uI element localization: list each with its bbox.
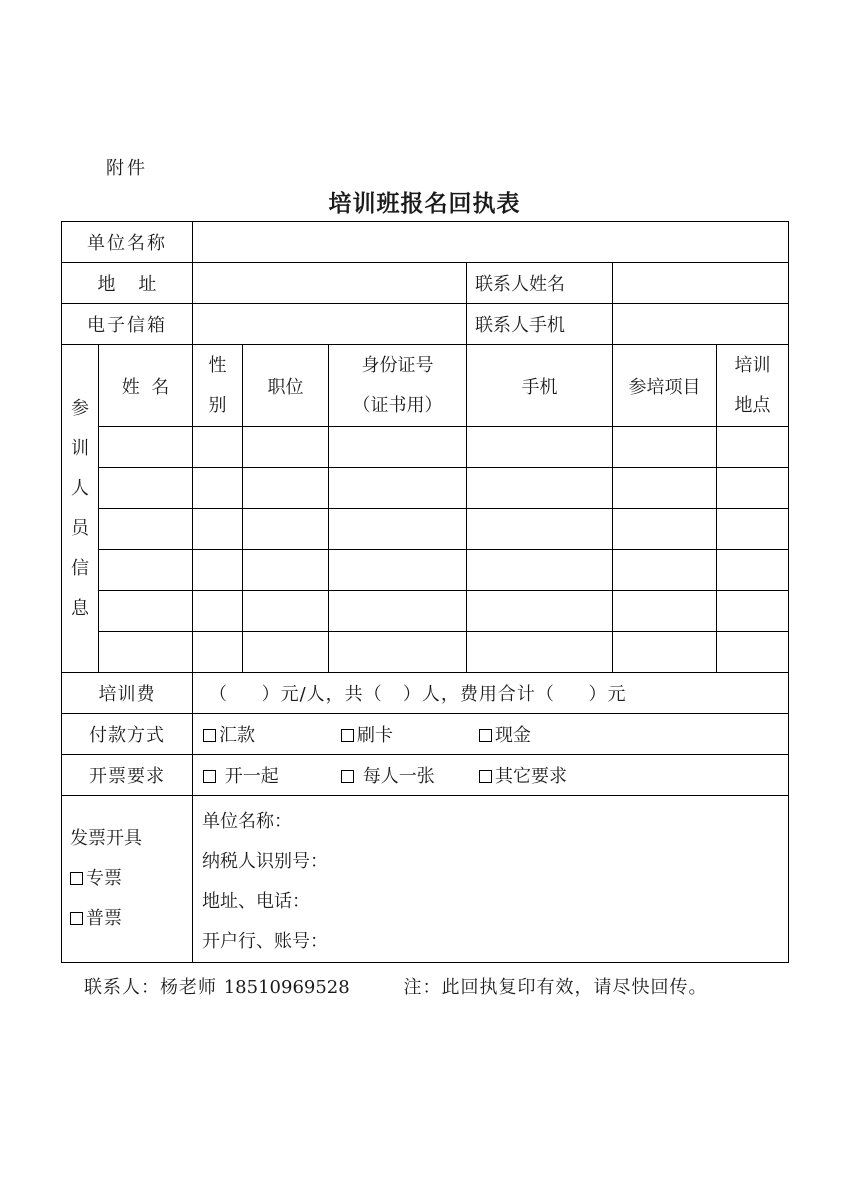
participant-mobile-cell[interactable] [467,550,613,591]
invoice-type-general[interactable] [70,899,192,939]
payment-option-transfer[interactable] [203,721,341,747]
participant-row [62,468,789,509]
fee-label: 培训费 [62,673,193,714]
header-location-line: 培训 [734,354,771,376]
participant-name-cell[interactable] [99,509,193,550]
checkbox-icon[interactable] [70,912,83,925]
invoice-detail-line: 单位名称： [202,811,292,832]
unit-name-field[interactable] [193,222,789,263]
participant-position-cell[interactable] [243,509,329,550]
checkbox-icon[interactable] [479,729,492,742]
section-char: 人 [71,477,89,499]
invoice-details-cell[interactable] [193,796,789,963]
payment-label: 付款方式 [62,714,193,755]
attachment-label: 附件 [106,158,148,179]
header-id-number [329,345,467,427]
participant-row [62,550,789,591]
participant-project-cell[interactable] [613,632,717,673]
invoice-requirement-row [62,755,789,796]
participant-location-cell[interactable] [717,591,789,632]
footer-contact-phone: 18510969528 [223,977,350,998]
email-field[interactable] [193,304,467,345]
participant-gender-cell[interactable] [193,468,243,509]
participants-header-row [62,345,789,427]
participant-gender-cell[interactable] [193,509,243,550]
section-char: 员 [71,517,89,539]
section-char: 信 [71,557,89,579]
header-gender-line: 性 [208,354,227,376]
participant-project-cell[interactable] [613,427,717,468]
participant-mobile-cell[interactable] [467,427,613,468]
participants-section-label [62,345,99,673]
fee-text[interactable]: （ ）元/人，共（ ）人，费用合计（ ）元 [193,673,789,714]
header-mobile: 手机 [467,345,613,427]
section-char: 训 [71,437,89,459]
payment-option-label: 汇款 [219,725,255,746]
participant-gender-cell[interactable] [193,591,243,632]
payment-option-label: 刷卡 [357,725,393,746]
payment-option-label: 现金 [495,725,531,746]
header-location [717,345,789,427]
participant-gender-cell[interactable] [193,632,243,673]
contact-mobile-field[interactable] [613,304,789,345]
participant-id-cell[interactable] [329,550,467,591]
checkbox-icon[interactable] [479,770,492,783]
contact-mobile-label: 联系人手机 [467,304,613,345]
participant-location-cell[interactable] [717,427,789,468]
invoice-option-per-person[interactable] [341,762,479,788]
invoice-issue-row [62,796,789,963]
section-char: 息 [71,597,89,619]
payment-row [62,714,789,755]
header-gender [193,345,243,427]
participant-position-cell[interactable] [243,468,329,509]
participant-name-cell[interactable] [99,591,193,632]
participant-id-cell[interactable] [329,509,467,550]
participant-position-cell[interactable] [243,550,329,591]
participant-location-cell[interactable] [717,550,789,591]
participant-mobile-cell[interactable] [467,591,613,632]
participant-project-cell[interactable] [613,468,717,509]
contact-name-label: 联系人姓名 [467,263,613,304]
participant-id-cell[interactable] [329,591,467,632]
participant-location-cell[interactable] [717,468,789,509]
invoice-requirement-label: 开票要求 [62,755,193,796]
participant-position-cell[interactable] [243,632,329,673]
checkbox-icon[interactable] [203,729,216,742]
invoice-option-combined[interactable] [203,762,341,788]
header-position: 职位 [243,345,329,427]
participant-project-cell[interactable] [613,591,717,632]
participant-position-cell[interactable] [243,591,329,632]
contact-name-field[interactable] [613,263,789,304]
invoice-type-special[interactable] [70,859,192,899]
participant-mobile-cell[interactable] [467,509,613,550]
invoice-detail-line: 纳税人识别号： [202,851,328,872]
participant-id-cell[interactable] [329,632,467,673]
checkbox-icon[interactable] [70,872,83,885]
email-row [62,304,789,345]
header-id-line: 身份证号 [361,354,434,376]
checkbox-icon[interactable] [341,729,354,742]
section-char: 参 [71,397,89,419]
checkbox-icon[interactable] [203,770,216,783]
invoice-option-label: 每人一张 [357,766,435,787]
participant-id-cell[interactable] [329,468,467,509]
header-location-line: 地点 [734,394,771,416]
unit-name-row [62,222,789,263]
participant-id-cell[interactable] [329,427,467,468]
email-label: 电子信箱 [62,304,193,345]
participant-mobile-cell[interactable] [467,468,613,509]
invoice-option-label: 其它要求 [495,766,567,787]
checkbox-icon[interactable] [341,770,354,783]
invoice-requirement-options [193,755,789,796]
invoice-option-label: 开一起 [219,766,279,787]
participant-mobile-cell[interactable] [467,632,613,673]
payment-option-card[interactable] [341,721,479,747]
unit-name-label: 单位名称 [62,222,193,263]
participant-position-cell[interactable] [243,427,329,468]
participant-project-cell[interactable] [613,509,717,550]
invoice-type-label: 专票 [86,868,122,889]
invoice-type-label: 普票 [86,908,122,929]
invoice-issue-label: 发票开具 [70,828,142,849]
participant-gender-cell[interactable] [193,550,243,591]
invoice-issue-cell [62,796,193,963]
participant-name-cell[interactable] [99,632,193,673]
header-name: 姓 名 [99,345,193,427]
address-label: 地 址 [62,263,193,304]
invoice-detail-line: 开户行、账号： [202,931,328,952]
participant-name-cell[interactable] [99,550,193,591]
header-project: 参培项目 [613,345,717,427]
registration-form [61,221,789,963]
footer [84,973,708,999]
participant-row [62,632,789,673]
participant-gender-cell[interactable] [193,427,243,468]
fee-row [62,673,789,714]
participant-name-cell[interactable] [99,468,193,509]
header-gender-line: 别 [208,394,227,416]
participant-row [62,427,789,468]
invoice-option-other[interactable] [479,762,567,788]
participant-project-cell[interactable] [613,550,717,591]
participant-row [62,509,789,550]
payment-option-cash[interactable] [479,721,531,747]
participant-name-cell[interactable] [99,427,193,468]
participant-location-cell[interactable] [717,509,789,550]
invoice-detail-line: 地址、电话： [202,891,310,912]
payment-options [193,714,789,755]
header-id-line: （证书用） [352,394,443,416]
address-row [62,263,789,304]
participant-row [62,591,789,632]
footer-note: 注：此回执复印有效，请尽快回传。 [403,977,708,998]
address-field[interactable] [193,263,467,304]
footer-contact-prefix: 联系人：杨老师 [84,977,224,998]
form-title: 培训班报名回执表 [328,190,521,217]
participant-location-cell[interactable] [717,632,789,673]
